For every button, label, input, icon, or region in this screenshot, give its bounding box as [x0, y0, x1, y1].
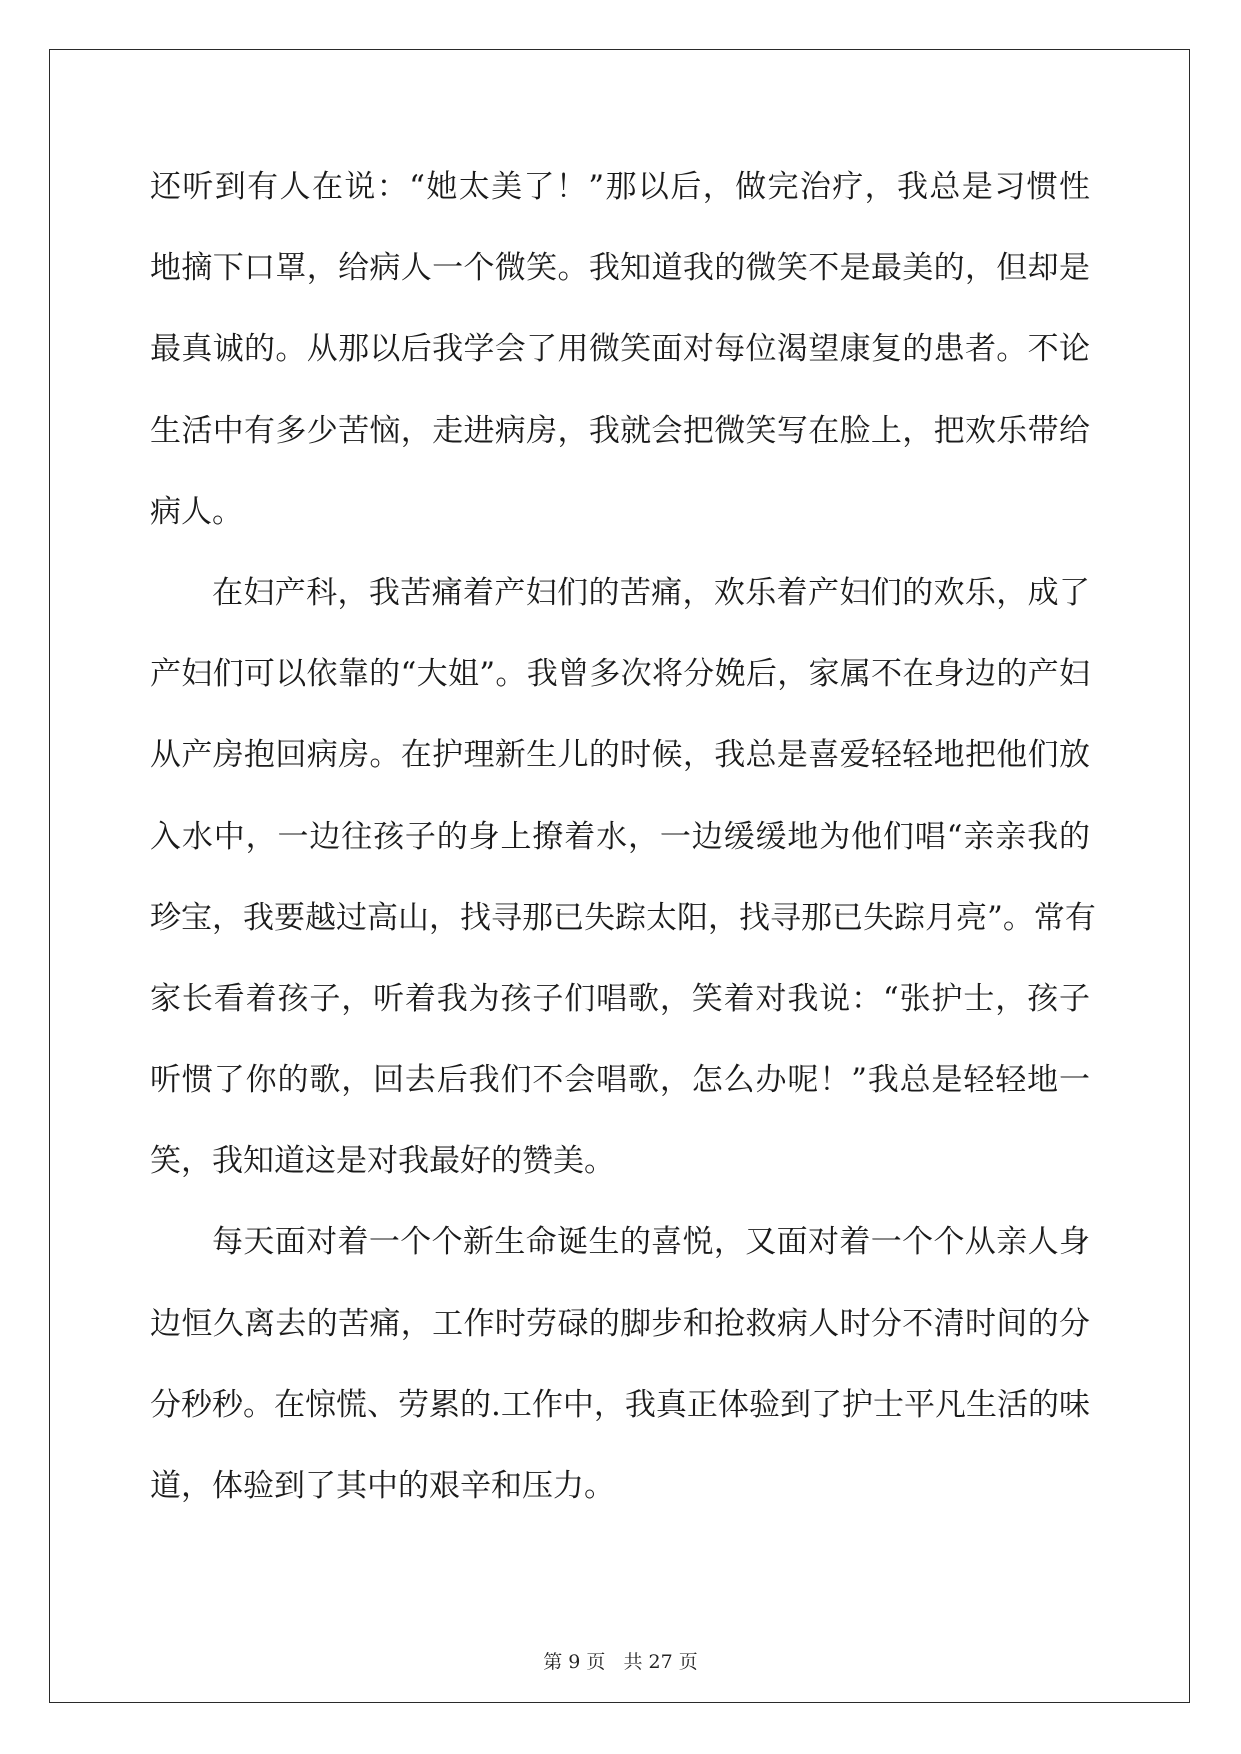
paragraph-3-line-2: 边恒久离去的苦痛，工作时劳碌的脚步和抢救病人时分不清时间的分 [150, 1305, 1090, 1342]
page-total: 共 27 页 [623, 1651, 698, 1673]
paragraph-1-line-3: 最真诚的。从那以后我学会了用微笑面对每位渴望康复的患者。不论 [150, 331, 1090, 368]
paragraph-2-line-2: 产妇们可以依靠的“大姐”。我曾多次将分娩后，家属不在身边的产妇 [150, 656, 1090, 693]
paragraph-2-line-3: 从产房抱回病房。在护理新生儿的时候，我总是喜爱轻轻地把他们放 [150, 737, 1090, 774]
paragraph-3-line-3: 分秒秒。在惊慌、劳累的.工作中，我真正体验到了护士平凡生活的味 [150, 1386, 1090, 1423]
paragraph-2-line-5: 珍宝，我要越过高山，找寻那已失踪太阳，找寻那已失踪月亮”。常有 [150, 899, 1096, 936]
paragraph-2-line-8: 笑，我知道这是对我最好的赞美。 [150, 1143, 615, 1180]
paragraph-2-line-4: 入水中，一边往孩子的身上撩着水，一边缓缓地为他们唱“亲亲我的 [150, 818, 1090, 855]
paragraph-3-line-4: 道，体验到了其中的艰辛和压力。 [150, 1468, 615, 1504]
paragraph-2-line-6: 家长看着孩子，听着我为孩子们唱歌，笑着对我说：“张护士，孩子 [150, 980, 1090, 1017]
paragraph-2-line-7: 听惯了你的歌，回去后我们不会唱歌，怎么办呢！”我总是轻轻地一 [150, 1062, 1090, 1099]
paragraph-2-line-1: 在妇产科，我苦痛着产妇们的苦痛，欢乐着产妇们的欢乐，成了 [212, 574, 1090, 611]
paragraph-1-line-4: 生活中有多少苦恼，走进病房，我就会把微笑写在脸上，把欢乐带给 [150, 412, 1090, 449]
paragraph-1-line-5: 病人。 [150, 493, 243, 530]
paragraph-3-line-1: 每天面对着一个个新生命诞生的喜悦，又面对着一个个从亲人身 [212, 1224, 1090, 1261]
page-footer [0, 1647, 1241, 1674]
paragraph-1-line-2: 地摘下口罩，给病人一个微笑。我知道我的微笑不是最美的，但却是 [150, 250, 1090, 287]
page-number: 第 9 页 [543, 1651, 606, 1673]
paragraph-1-line-1: 还听到有人在说：“她太美了！”那以后，做完治疗，我总是习惯性 [150, 169, 1090, 205]
document-body [150, 157, 1096, 1537]
